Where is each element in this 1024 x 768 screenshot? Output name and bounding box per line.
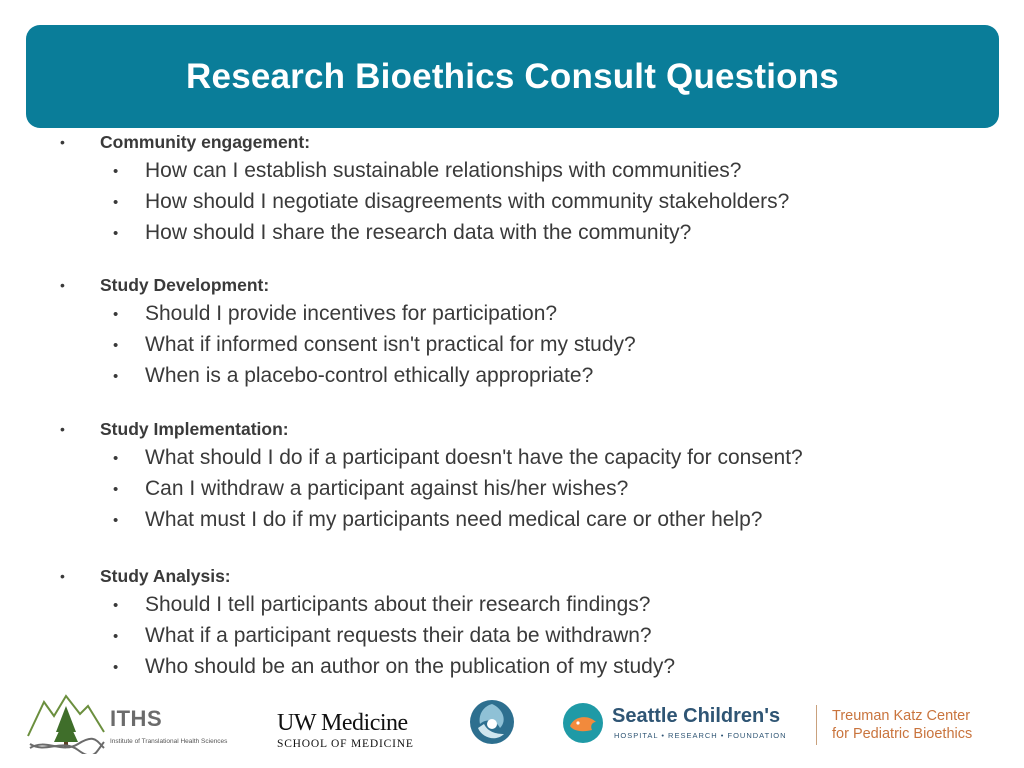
seattle-childrens-whale-icon xyxy=(562,702,604,744)
bullet: • xyxy=(113,627,119,645)
bullet: • xyxy=(113,596,119,614)
question-item xyxy=(113,188,789,216)
question-text: How can I establish sustainable relationships with communities? xyxy=(145,159,742,182)
bullet: • xyxy=(60,277,65,293)
question-text: What must I do if my participants need medical care or other help? xyxy=(145,508,763,531)
section-study-analysis xyxy=(60,565,231,587)
question-item xyxy=(113,653,675,681)
iths-mountain-icon xyxy=(26,692,106,754)
question-text: When is a placebo-control ethically appropriate? xyxy=(145,364,594,387)
question-text: Should I tell participants about their research findings? xyxy=(145,593,651,616)
iths-logo-name: ITHS xyxy=(110,706,163,731)
question-item xyxy=(113,444,803,472)
section-heading: Study Development: xyxy=(100,274,270,295)
iths-logo-subtitle: Institute of Translational Health Sciences xyxy=(110,738,228,745)
logo-divider xyxy=(816,705,817,745)
bullet: • xyxy=(113,511,119,529)
question-text: Should I provide incentives for participation? xyxy=(145,302,558,325)
slide-title: Research Bioethics Consult Questions xyxy=(186,56,839,96)
question-item xyxy=(113,475,628,503)
question-text: How should I share the research data with the community? xyxy=(145,221,692,244)
section-heading: Community engagement: xyxy=(100,131,311,152)
bullet: • xyxy=(60,421,65,437)
bullet: • xyxy=(113,480,119,498)
uw-medicine-logo-subtitle: SCHOOL OF MEDICINE xyxy=(277,738,414,750)
bullet: • xyxy=(60,134,65,150)
question-item xyxy=(113,622,652,650)
bullet: • xyxy=(113,224,119,242)
seattle-childrens-logo-name: Seattle Children's xyxy=(612,705,781,727)
question-text: What if a participant requests their data be withdrawn? xyxy=(145,624,652,647)
bullet: • xyxy=(113,193,119,211)
question-text: What if informed consent isn't practical for my study? xyxy=(145,333,636,356)
question-item xyxy=(113,300,557,328)
treuman-katz-logo-line1: Treuman Katz Center xyxy=(832,708,971,724)
bullet: • xyxy=(113,658,119,676)
title-banner xyxy=(26,25,999,128)
bullet: • xyxy=(113,367,119,385)
section-study-development xyxy=(60,274,269,296)
seattle-childrens-logo-subtitle: HOSPITAL • RESEARCH • FOUNDATION xyxy=(614,731,787,740)
treuman-katz-logo-line2: for Pediatric Bioethics xyxy=(832,726,973,742)
question-item xyxy=(113,331,636,359)
section-heading: Study Implementation: xyxy=(100,418,289,439)
bullet: • xyxy=(113,336,119,354)
bullet: • xyxy=(113,305,119,323)
question-item xyxy=(113,506,762,534)
question-item xyxy=(113,157,741,185)
question-text: Who should be an author on the publication of my study? xyxy=(145,655,676,678)
bullet: • xyxy=(113,162,119,180)
uw-medicine-logo-name: UW Medicine xyxy=(277,710,408,736)
question-text: How should I negotiate disagreements with community stakeholders? xyxy=(145,190,790,213)
question-text: What should I do if a participant doesn't have the capacity for consent? xyxy=(145,446,803,469)
section-community-engagement xyxy=(60,131,310,153)
swirl-logo-icon xyxy=(468,698,516,746)
question-text: Can I withdraw a participant against his/her wishes? xyxy=(145,477,629,500)
question-item xyxy=(113,219,691,247)
question-item xyxy=(113,591,650,619)
question-item xyxy=(113,362,593,390)
bullet: • xyxy=(113,449,119,467)
bullet: • xyxy=(60,568,65,584)
section-study-implementation xyxy=(60,418,289,440)
logo-strip xyxy=(0,680,1024,768)
section-heading: Study Analysis: xyxy=(100,565,231,586)
